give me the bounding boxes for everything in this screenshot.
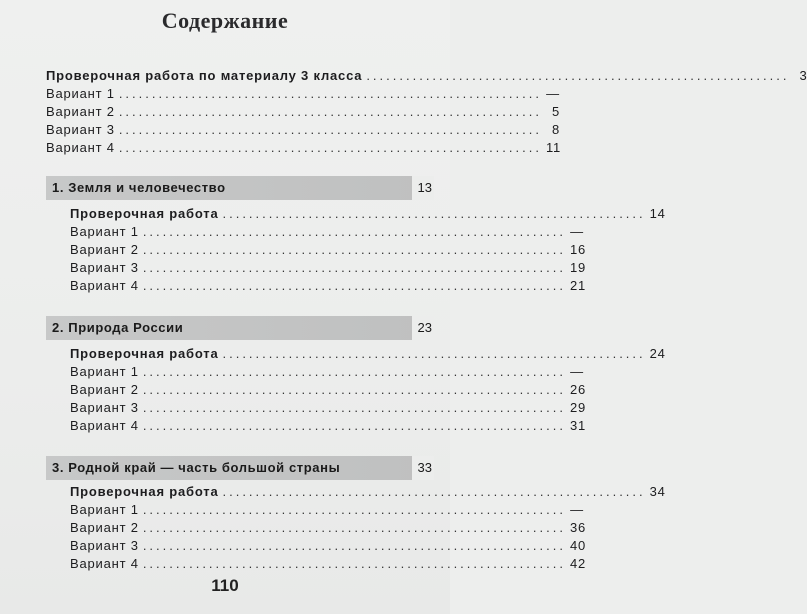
toc-entry-variant [70,277,587,295]
toc-entry-label: Вариант 1 [46,86,115,101]
dot-leader: ................................................................ [222,206,646,221]
section-page: 23 [417,320,432,335]
dot-leader: ................................................................ [118,86,542,101]
toc-entry-variant [70,417,587,435]
toc-entry-label: Вариант 2 [46,104,115,119]
dot-leader: ................................................................ [142,502,566,517]
toc-entry-label: Проверочная работа [70,206,219,221]
section-title: 3. Родной край — часть большой страны [52,460,341,475]
toc-entry-page: — [546,86,560,101]
section-page: 13 [417,180,432,195]
toc-entry-page: 21 [569,278,587,293]
toc-entry-label: Вариант 2 [70,382,139,397]
toc-entry-variant [70,519,587,537]
toc-entry-label: Вариант 3 [70,260,139,275]
toc-entry-page: — [570,364,584,379]
section-page: 33 [417,460,432,475]
dot-leader: ................................................................ [142,382,566,397]
toc-entry-label: Вариант 4 [70,556,139,571]
toc-entry-label: Вариант 3 [70,400,139,415]
toc-entry-page: 3 [799,68,807,83]
toc-entry-label: Вариант 3 [46,122,115,137]
dot-leader: ................................................................ [142,364,566,379]
dot-leader: ................................................................ [222,484,646,499]
toc-entry-variant [70,381,587,399]
toc-entry-page: — [570,502,584,517]
toc-entry-variant [70,223,584,241]
toc-entry-page: 40 [569,538,587,553]
toc-entry-label: Вариант 2 [70,242,139,257]
dot-leader: ................................................................ [142,224,566,239]
toc-entry-page: 36 [569,520,587,535]
toc-entry-variant [46,103,560,121]
section-title: 1. Земля и человечество [52,180,226,195]
toc-entry-label: Вариант 2 [70,520,139,535]
dot-leader: ................................................................ [222,346,646,361]
toc-entry-page: 26 [569,382,587,397]
page-number: 110 [211,576,239,595]
toc-entry-label: Проверочная работа [70,346,219,361]
toc-entry-label: Проверочная работа по материалу 3 класса [46,68,363,83]
dot-leader: ................................................................ [142,538,566,553]
dot-leader: ................................................................ [142,556,566,571]
dot-leader: ................................................................ [118,140,542,155]
toc-entry-page: 31 [569,418,587,433]
toc-entry-label: Вариант 1 [70,224,139,239]
toc-entry-label: Проверочная работа [70,484,219,499]
toc-entry-variant [70,363,584,381]
dot-leader: ................................................................ [142,242,566,257]
toc-entry-label: Вариант 1 [70,364,139,379]
toc-entry-variant [46,139,562,157]
dot-leader: ................................................................ [142,260,566,275]
toc-entry-page: 11 [545,140,562,155]
toc-entry-variant [70,241,587,259]
toc-entry-page: — [570,224,584,239]
page-title: Содержание [161,8,289,33]
dot-leader: ................................................................ [366,68,790,83]
toc-entry-variant [46,121,560,139]
toc-entry-label: Вариант 4 [46,140,115,155]
toc-entry-page: 5 [551,104,560,119]
toc-entry-test [70,483,666,501]
toc-entry-page: 29 [569,400,587,415]
toc-entry-test [70,205,666,223]
toc-entry-page: 42 [569,556,587,571]
toc-entry-page: 14 [649,206,666,221]
toc-entry-variant [70,259,587,277]
toc-entry-intro-test [46,67,807,85]
toc-entry-variant [70,501,584,519]
dot-leader: ................................................................ [142,520,566,535]
toc-entry-page: 19 [569,260,587,275]
toc-entry-variant [70,537,587,555]
section-title: 2. Природа России [52,320,184,335]
toc-entry-label: Вариант 1 [70,502,139,517]
dot-leader: ................................................................ [142,278,566,293]
toc-entry-page: 34 [649,484,666,499]
toc-entry-variant [70,399,587,417]
toc-entry-label: Вариант 4 [70,278,139,293]
toc-entry-variant [46,85,560,103]
dot-leader: ................................................................ [118,104,542,119]
dot-leader: ................................................................ [118,122,542,137]
toc-entry-variant [70,555,587,573]
toc-entry-test [70,345,666,363]
dot-leader: ................................................................ [142,400,566,415]
toc-entry-label: Вариант 4 [70,418,139,433]
toc-entry-label: Вариант 3 [70,538,139,553]
toc-entry-page: 24 [649,346,666,361]
dot-leader: ................................................................ [142,418,566,433]
toc-entry-page: 8 [551,122,560,137]
toc-entry-page: 16 [569,242,587,257]
